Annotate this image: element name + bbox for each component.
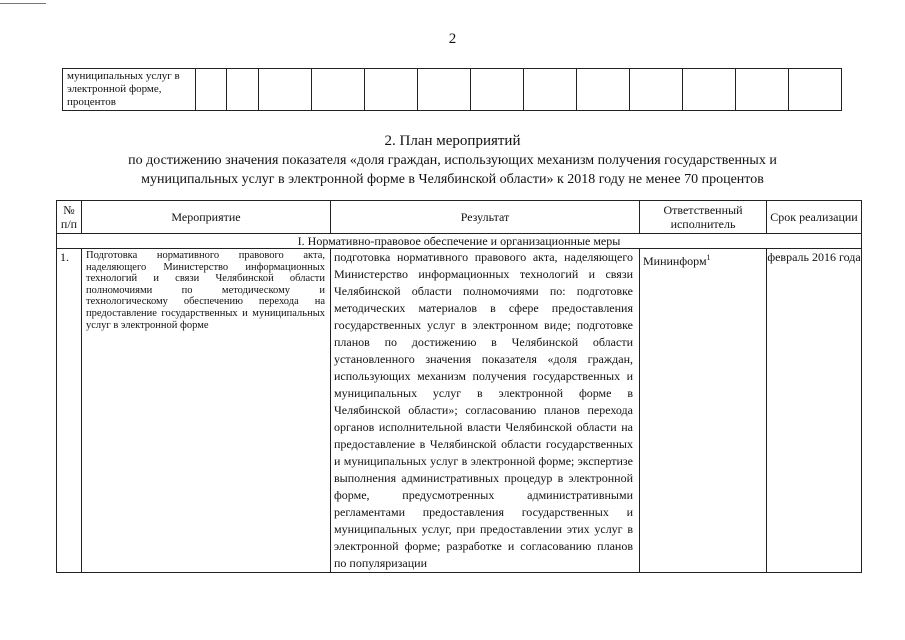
table-row <box>63 69 842 111</box>
indicator-label: муниципальных услуг в электронной форме, процентов <box>63 69 196 111</box>
table-cell <box>523 69 576 111</box>
table-cell <box>629 69 682 111</box>
row-measure: Подготовка нормативного правового акта, наделяющего Министерство информационных технологий и связи Челябинской области полномочиями по методическому и технологическому обеспечению перехода на предоставление государственных и муниципальных услуг в электронной форме <box>82 249 331 573</box>
table-row <box>57 234 862 249</box>
header-num: № п/п <box>57 201 82 234</box>
table-cell <box>735 69 788 111</box>
header-measure: Мероприятие <box>82 201 331 234</box>
table-cell <box>417 69 470 111</box>
table-cell <box>682 69 735 111</box>
table-cell <box>311 69 364 111</box>
table-row <box>57 249 862 573</box>
plan-table <box>56 200 862 573</box>
section-row: I. Нормативно-правовое обеспечение и организационные меры <box>57 234 862 249</box>
footnote-mark: 1 <box>706 253 711 262</box>
subtitle-line-2: муниципальных услуг в электронной форме в Челябинской области» к 2018 году не менее 70 процентов <box>141 172 764 187</box>
table-header-row <box>57 201 862 234</box>
responsible-name: Мининформ <box>643 254 707 268</box>
header-term: Срок реализации <box>767 201 862 234</box>
row-result: подготовка нормативного правового акта, наделяющего Министерство информационных технологий и связи Челябинской области полномочиями по: подготовке методических материалов в сфере предоставления государственных услуг в электронном виде; подготовке планов по достижению в Челябинской области установленного значения показателя «доля граждан, использующих механизм получения государственных и муниципальных услуг в электронной форме в Челябинской области»; согласованию планов перехода органов исполнительной власти Челябинской области на предоставление в Челябинской области государственных и муниципальных услуг в электронной форме; экспертизе выполнения административных процедур в электронной форме, предусмотренных административными регламентами предоставления государственных и муниципальных услуг, при предоставлении этих услуг в электронной форме; разработке и согласованию планов по популяризации <box>331 249 640 573</box>
page-number: 2 <box>448 31 457 47</box>
section-title: 2. План мероприятий <box>384 133 521 149</box>
row-responsible <box>640 249 767 573</box>
row-num: 1. <box>57 249 82 573</box>
table-cell <box>196 69 227 111</box>
table-cell <box>364 69 417 111</box>
row-term: февраль 2016 года <box>767 249 862 573</box>
table-cell <box>576 69 629 111</box>
table-cell <box>788 69 841 111</box>
table-cell <box>227 69 258 111</box>
header-responsible: Ответственный исполнитель <box>640 201 767 234</box>
table-cell <box>258 69 311 111</box>
indicator-table <box>62 68 842 111</box>
header-result: Результат <box>331 201 640 234</box>
subtitle-line-1: по достижению значения показателя «доля граждан, использующих механизм получения государственных и <box>128 153 777 168</box>
corner-line <box>0 3 46 4</box>
table-cell <box>470 69 523 111</box>
